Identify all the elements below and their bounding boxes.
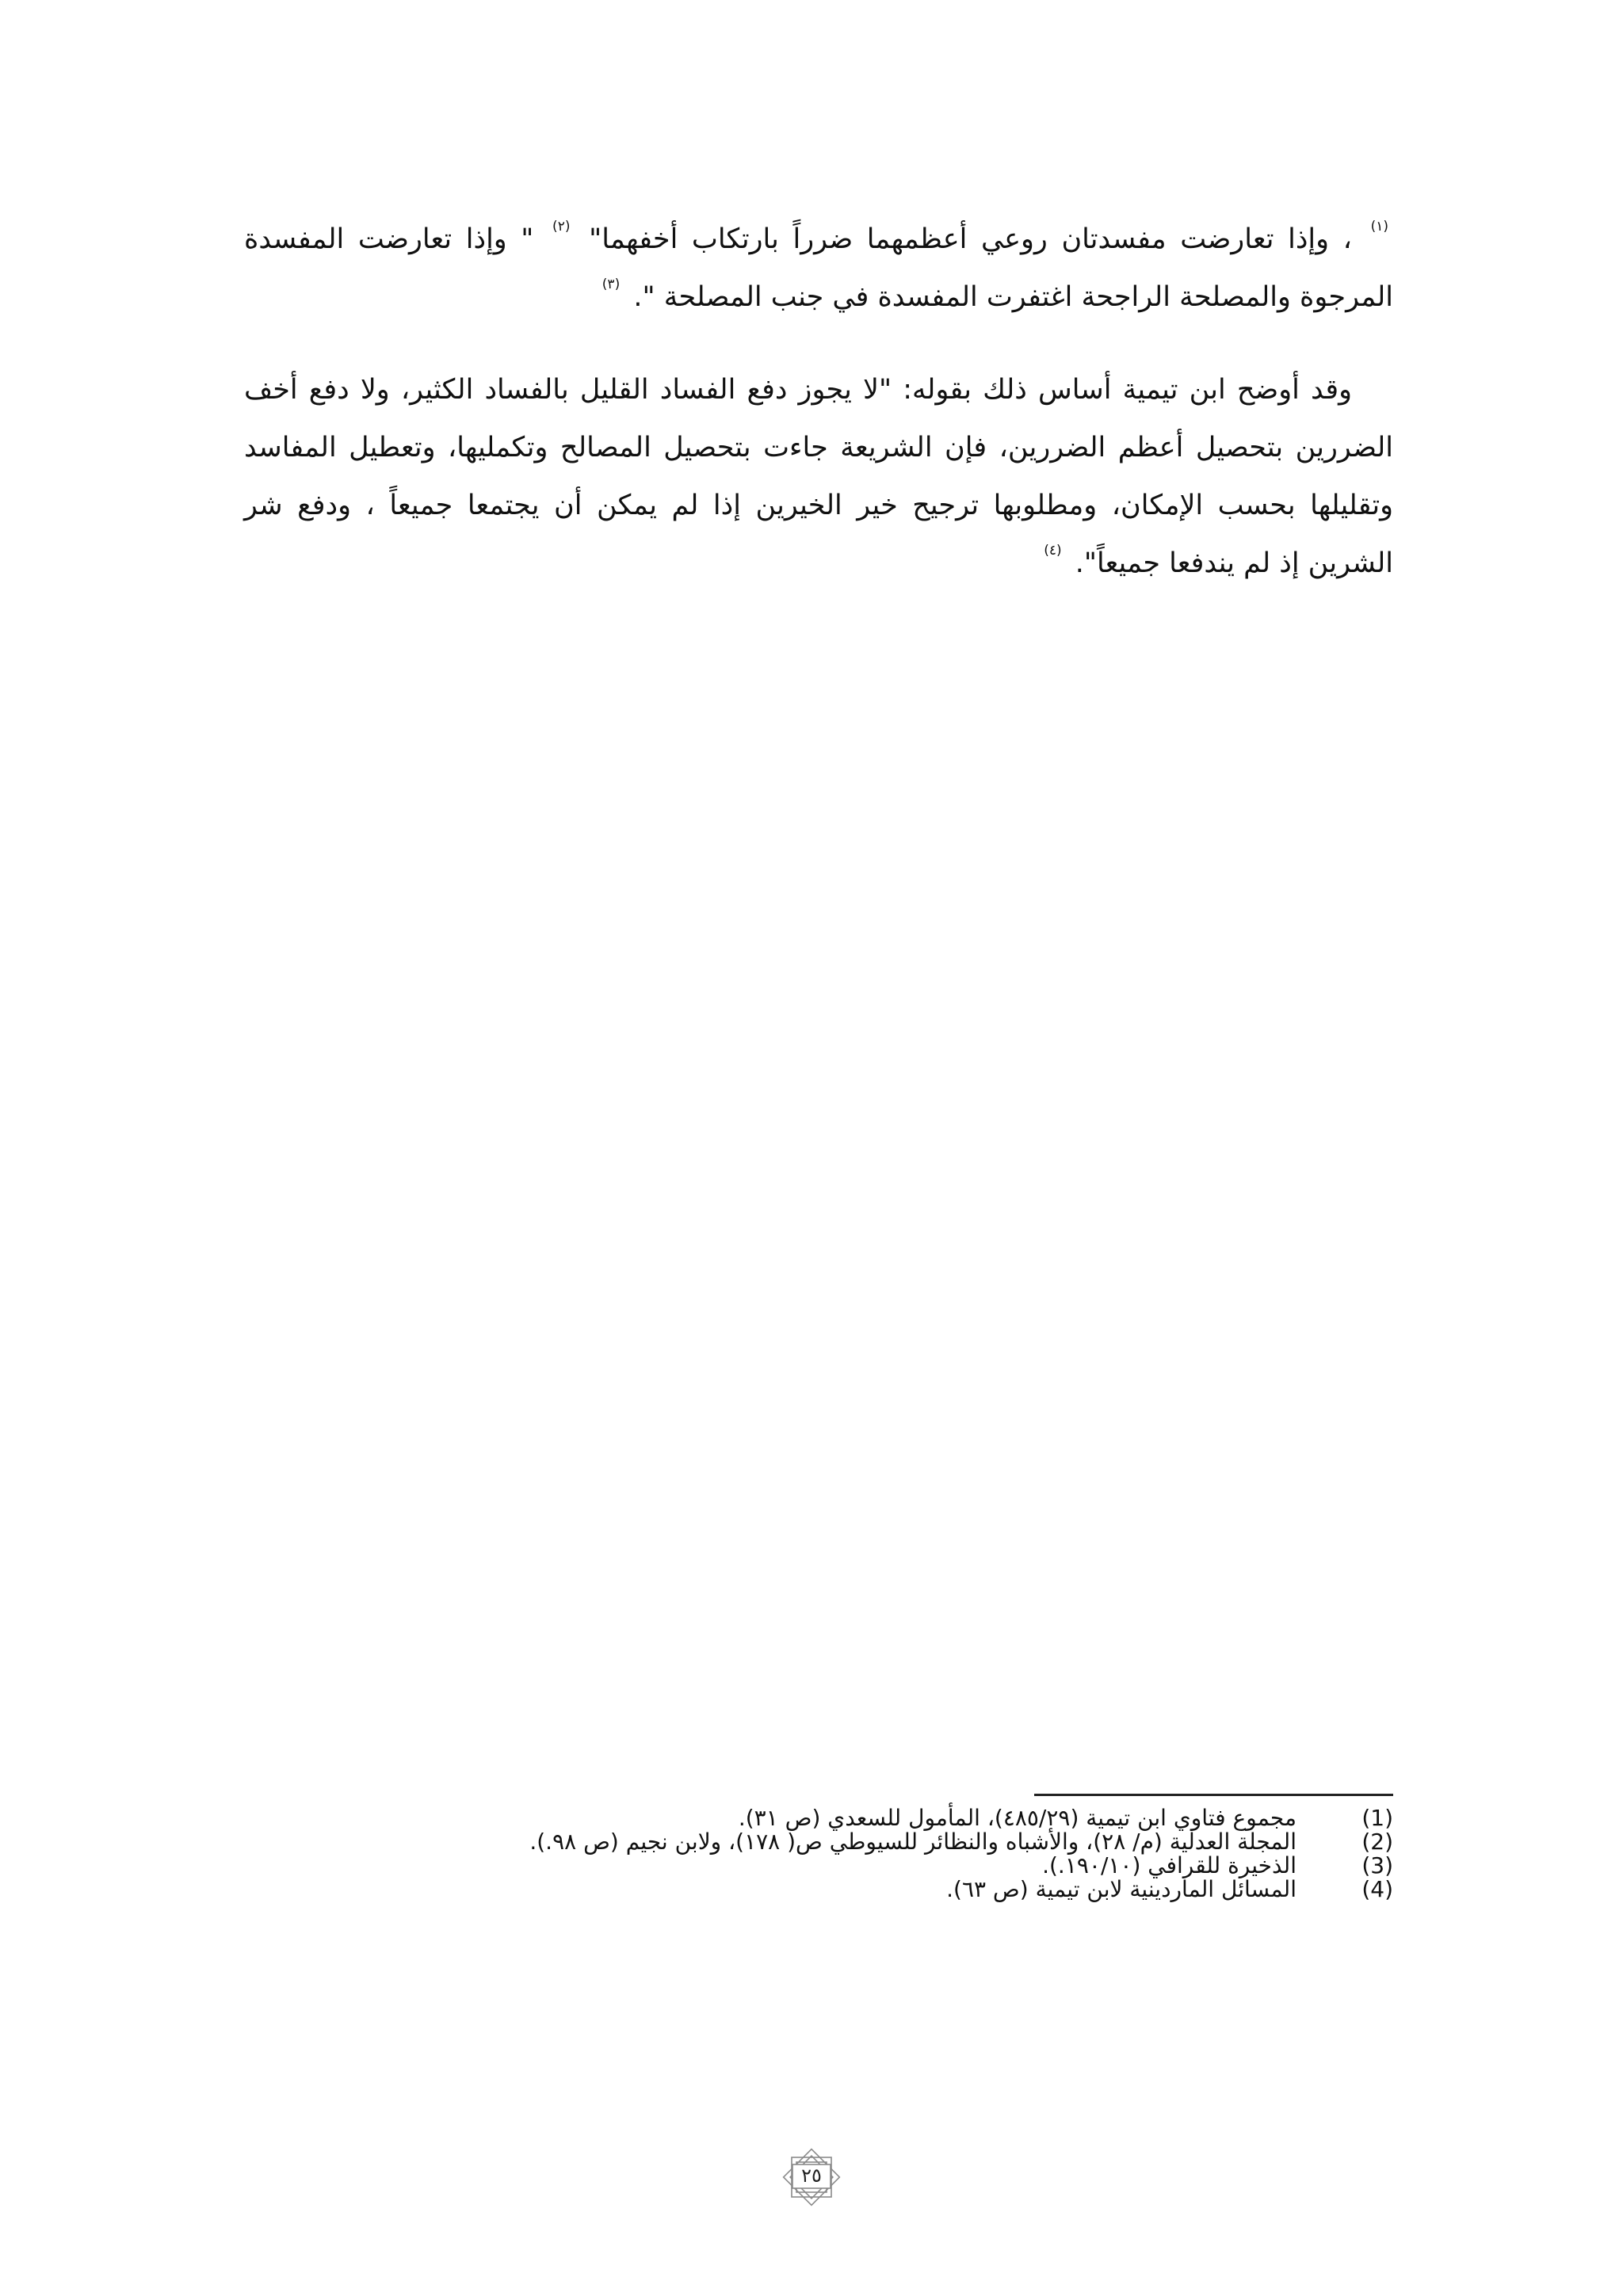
paragraph-2-text: وقد أوضح ابن تيمية أساس ذلك بقوله: "لا يجوز دفع الفساد القليل بالفساد الكثير، ولا دفع أخف الضررين بتحصيل أعظم الضررين، فإن الشريعة جاءت بتحصيل المصالح وتكمليها، وتعطيل المفاسد وتقليلها بحسب الإمكان، ومطلوبها ترجيح خير الخيرين إذا لم يمكن أن يجتمعا جميعاً ، ودفع شر الشرين إذ لم يندفعا جميعاً".	[244, 374, 1393, 579]
paragraph-1	[244, 211, 1393, 326]
paragraph-1-text-b: " وإذا تعارضت المفسدة المرجوة والمصلحة الراجحة اغتفرت المفسدة في جنب المصلحة ".	[244, 223, 1393, 313]
footnote-number: (4)	[1361, 1876, 1393, 1902]
footnote-number: (1)	[1361, 1805, 1393, 1831]
footnote-item	[238, 1854, 1393, 1878]
footnote-item	[238, 1878, 1393, 1901]
footnote-item	[238, 1806, 1393, 1830]
page-number: ٢٥	[801, 2164, 822, 2187]
paragraph-1-text-a: ، وإذا تعارضت مفسدتان روعي أعظمهما ضرراً بارتكاب أخفهما"	[589, 223, 1352, 255]
footnote-separator	[1034, 1794, 1393, 1796]
footnote-ref-4[interactable]: (٤)	[1044, 543, 1062, 559]
footnote-number: (2)	[1361, 1829, 1393, 1855]
footnotes-list	[238, 1806, 1393, 1901]
footnote-number: (3)	[1361, 1852, 1393, 1878]
footnote-text: المسائل الماردينية لابن تيمية (ص ٦٣).	[946, 1876, 1296, 1902]
footnote-text: مجموع فتاوي ابن تيمية (٤٨٥/٢٩)، المأمول للسعدي (ص ٣١).	[738, 1805, 1296, 1831]
footnote-ref-1[interactable]: (١)	[1370, 219, 1388, 235]
footnote-text: الذخيرة للقرافي (١٩٠/١٠.).	[1042, 1852, 1296, 1878]
footnote-ref-3[interactable]: (٣)	[601, 277, 621, 292]
footnote-item	[238, 1830, 1393, 1854]
footnote-text: المجلة العدلية (م/ ٢٨)، والأشباه والنظائر للسيوطي ص( ١٧٨)، ولابن نجيم (ص ٩٨.).	[529, 1829, 1296, 1855]
paragraph-2	[244, 361, 1393, 593]
footnote-ref-2[interactable]: (٢)	[552, 219, 571, 235]
